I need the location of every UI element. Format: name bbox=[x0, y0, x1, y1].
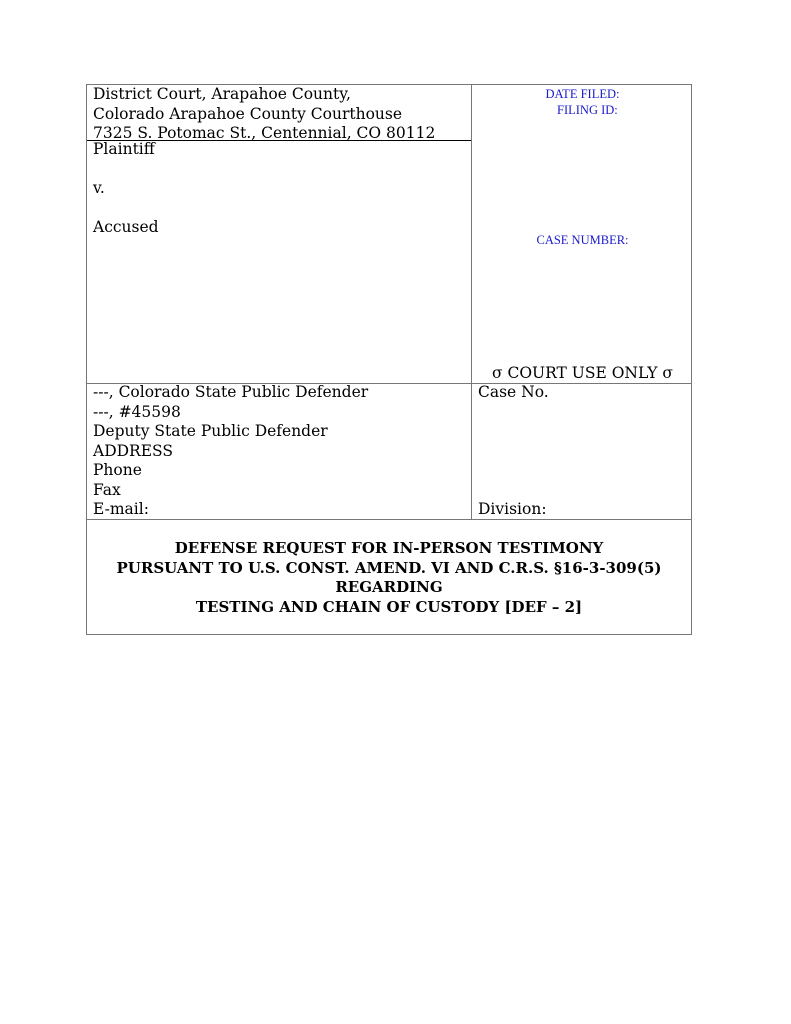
versus-label: v. bbox=[93, 179, 105, 197]
division-label: Division: bbox=[478, 500, 547, 518]
document-title bbox=[87, 539, 691, 617]
attorney-line: ADDRESS bbox=[93, 441, 173, 460]
attorney-line: ---, #45598 bbox=[93, 402, 181, 421]
filing-id-label: FILING ID: bbox=[557, 103, 618, 117]
court-line: 7325 S. Potomac St., Centennial, CO 80112 bbox=[93, 124, 436, 142]
attorney-line: Fax bbox=[93, 480, 121, 499]
court-line: District Court, Arapahoe County, bbox=[93, 85, 351, 103]
date-filed-label: DATE FILED: bbox=[545, 87, 620, 101]
court-address bbox=[93, 85, 435, 144]
title-line: TESTING AND CHAIN OF CUSTODY [DEF – 2] bbox=[195, 597, 583, 616]
attorney-line: E-mail: bbox=[93, 500, 149, 518]
attorney-line: Phone bbox=[93, 461, 142, 479]
title-line: PURSUANT TO U.S. CONST. AMEND. VI AND C.R.S. §16-3-309(5) bbox=[116, 558, 662, 577]
attorney-block bbox=[93, 383, 368, 520]
plaintiff-label: Plaintiff bbox=[93, 140, 155, 158]
court-line: Colorado Arapahoe County Courthouse bbox=[93, 104, 403, 123]
title-line: DEFENSE REQUEST FOR IN-PERSON TESTIMONY bbox=[174, 539, 604, 557]
case-number-label: CASE NUMBER: bbox=[536, 233, 629, 247]
title-line: REGARDING bbox=[335, 578, 443, 596]
filing-stamp bbox=[472, 86, 693, 118]
accused-label: Accused bbox=[93, 218, 159, 236]
column-divider bbox=[471, 85, 472, 520]
attorney-line: Deputy State Public Defender bbox=[93, 422, 328, 440]
caption-table bbox=[86, 84, 692, 635]
parties-block bbox=[93, 140, 159, 238]
case-no-label: Case No. bbox=[478, 383, 549, 401]
court-use-only-label: σ COURT USE ONLY σ bbox=[491, 364, 674, 382]
attorney-line: ---, Colorado State Public Defender bbox=[93, 383, 369, 401]
